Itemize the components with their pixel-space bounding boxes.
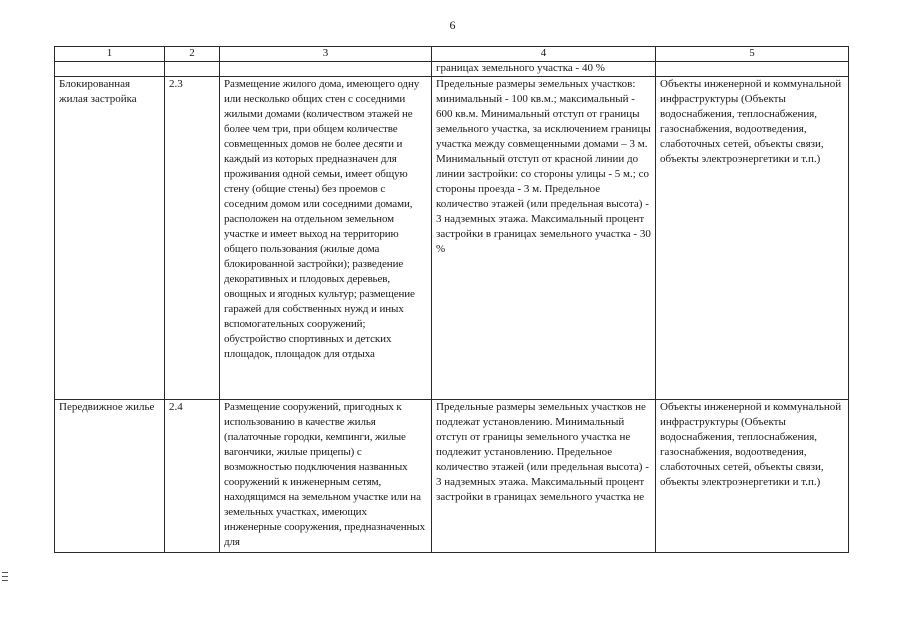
parameters-cell: Предельные размеры земельных участков не подлежат установлению. Минимальный отступ от границы земельного участка не подлежит установлению. Предельное количество этажей (или предельная высота) - 3 надземных этажа. Максимальный процент застройки в границах земельного участка не (432, 400, 656, 553)
use-code-cell: 2.3 (165, 77, 220, 400)
continuation-row (55, 62, 849, 77)
header-cell-4: 4 (432, 47, 656, 62)
page-number: 6 (449, 18, 456, 32)
auxiliary-use-cell: Объекты инженерной и коммунальной инфраструктуры (Объекты водоснабжения, теплоснабжения, газоснабжения, водоотведения, слаботочных сетей, объекты связи, объекты электроэнергетики и т.п.) (656, 77, 849, 400)
use-name-cell: Передвижное жилье (55, 400, 165, 553)
margin-marks (2, 572, 8, 584)
table-row (55, 400, 849, 553)
header-cell-3: 3 (220, 47, 432, 62)
header-row (55, 47, 849, 62)
continuation-cell: границах земельного участка - 40 % (432, 62, 656, 77)
use-description-cell: Размещение жилого дома, имеющего одну или несколько общих стен с соседними жилыми домами (количеством этажей не более чем три, при общем количестве совмещенных домов не более десяти и каждый из которых предназначен для проживания одной семьи, имеет общую стену (общие стены) без проемов с соседним домом или соседними домами, расположен на отдельном земельном участке и имеет выход на территорию общего пользования (жилые дома блокированной застройки); разведение декоративных и плодовых деревьев, овощных и ягодных культур; размещение гаражей для собственных нужд и иных вспомогательных сооружений; обустройство спортивных и детских площадок, площадок для отдыха (220, 77, 432, 400)
header-cell-2: 2 (165, 47, 220, 62)
parameters-cell: Предельные размеры земельных участков: минимальный - 100 кв.м.; максимальный - 600 кв.м. Минимальный отступ от границы земельного участка, за исключением границы участка между совмещенными домами – 3 м. Минимальный отступ от красной линии до линии застройки: со стороны улицы - 5 м.; со стороны проезда - 3 м. Предельное количество этажей (или предельная высота) - 3 надземных этажа. Максимальный процент застройки в границах земельного участка - 30 % (432, 77, 656, 400)
header-cell-5: 5 (656, 47, 849, 62)
use-name-cell: Блокированная жилая застройка (55, 77, 165, 400)
zoning-table (54, 46, 849, 553)
use-code-cell: 2.4 (165, 400, 220, 553)
auxiliary-use-cell: Объекты инженерной и коммунальной инфраструктуры (Объекты водоснабжения, теплоснабжения, газоснабжения, водоотведения, слаботочных сетей, объекты связи, объекты электроэнергетики и т.п.) (656, 400, 849, 553)
use-description-cell: Размещение сооружений, пригодных к использованию в качестве жилья (палаточные городки, кемпинги, жилые вагончики, жилые прицепы) с возможностью подключения названных сооружений к инженерным сетям, находящимся на земельном участке или на земельных участках, имеющих инженерные сооружения, предназначенных для (220, 400, 432, 553)
table-row (55, 77, 849, 400)
header-cell-1: 1 (55, 47, 165, 62)
